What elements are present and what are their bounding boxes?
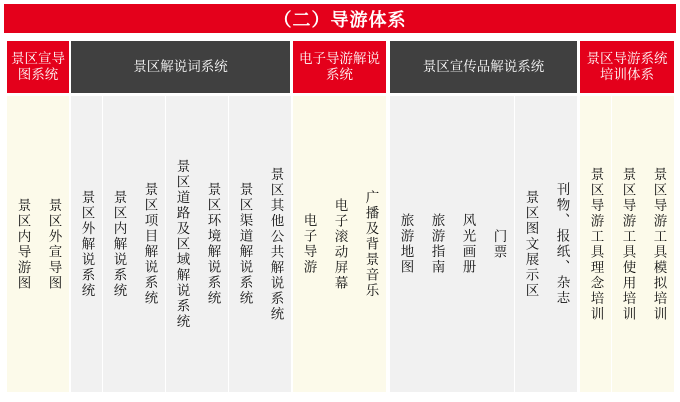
item-column — [71, 96, 102, 392]
item-column — [546, 96, 577, 392]
item-label: 景区图文展示区 — [522, 189, 539, 299]
group-header-publicity: 景区宣传品解说系统 — [390, 41, 577, 93]
item-label: 景区道路及区域解说系统 — [173, 158, 190, 330]
item-column — [134, 96, 165, 392]
item-label: 景区环境解说系统 — [204, 182, 221, 306]
item-label: 景区导游工具模拟培训 — [650, 166, 667, 322]
item-label: 景区内解说系统 — [110, 189, 127, 299]
item-column — [103, 96, 134, 392]
item-column — [197, 96, 228, 392]
item-label: 旅游指南 — [428, 213, 445, 275]
item-column — [229, 96, 260, 392]
item-label: 电子滚动屏幕 — [331, 197, 348, 291]
group-header-commentary: 景区解说词系统 — [71, 41, 290, 93]
item-label: 门票 — [490, 228, 507, 260]
item-label: 景区项目解说系统 — [141, 182, 158, 306]
item-column — [293, 96, 324, 392]
item-label: 刊物、报纸、杂志 — [553, 182, 570, 306]
item-column — [260, 96, 291, 392]
item-column — [515, 96, 546, 392]
item-label: 景区导游工具理念培训 — [587, 166, 604, 322]
item-label: 景区其他公共解说系统 — [267, 166, 284, 322]
item-label: 景区外宣导图 — [45, 197, 62, 291]
item-column — [483, 96, 514, 392]
item-label: 景区外解说系统 — [78, 189, 95, 299]
item-label: 景区内导游图 — [14, 197, 31, 291]
item-column — [390, 96, 421, 392]
item-column — [580, 96, 611, 392]
group-header-training: 景区导游系统培训体系 — [580, 41, 674, 93]
item-column — [38, 96, 69, 392]
item-column — [324, 96, 355, 392]
item-column — [355, 96, 386, 392]
item-column — [7, 96, 38, 392]
item-label: 电子导游 — [300, 213, 317, 275]
item-label: 广播及背景音乐 — [362, 189, 379, 299]
item-column — [166, 96, 197, 392]
item-column — [452, 96, 483, 392]
item-label: 景区导游工具使用培训 — [619, 166, 636, 322]
item-label: 景区渠道解说系统 — [236, 182, 253, 306]
group-header-guide-map: 景区宣导图系统 — [7, 41, 69, 93]
item-column — [421, 96, 452, 392]
item-column — [612, 96, 643, 392]
group-header-electronic: 电子导游解说系统 — [293, 41, 386, 93]
item-column — [643, 96, 674, 392]
page-title: （二）导游体系 — [4, 4, 676, 33]
item-label: 风光画册 — [459, 213, 476, 275]
item-label: 旅游地图 — [397, 213, 414, 275]
